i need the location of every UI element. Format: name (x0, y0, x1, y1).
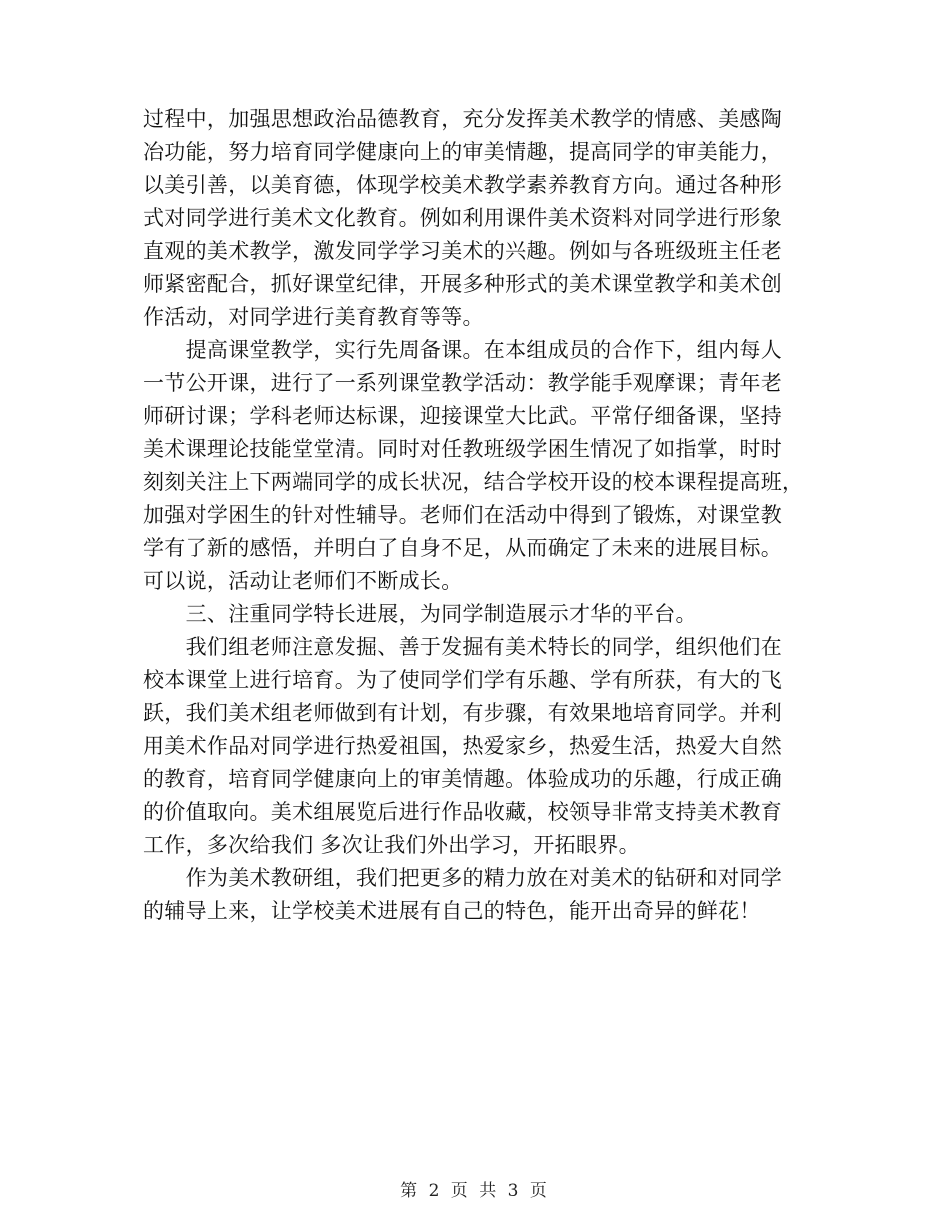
text-line: 师紧密配合，抓好课堂纪律，开展多种形式的美术课堂教学和美术创 (143, 272, 782, 296)
section-heading: 三、注重同学特长进展，为同学制造展示才华的平台。 (143, 602, 697, 626)
page-number-footer: 第 2 页 共 3 页 (400, 1181, 550, 1201)
text-line: 刻刻关注上下两端同学的成长状况，结合学校开设的校本课程提高班， (143, 470, 804, 494)
text-line: 用美术作品对同学进行热爱祖国，热爱家乡，热爱生活，热爱大自然 (143, 734, 782, 758)
text-line: 工作，多次给我们 多次让我们外出学习，开拓眼界。 (143, 833, 640, 857)
text-line: 过程中，加强思想政治品德教育，充分发挥美术教学的情感、美感陶 (143, 107, 782, 131)
text-line: 我们组老师注意发掘、善于发掘有美术特长的同学，组织他们在 (143, 635, 782, 659)
text-line: 一节公开课，进行了一系列课堂教学活动：教学能手观摩课；青年老 (143, 371, 782, 395)
text-line: 作为美术教研组，我们把更多的精力放在对美术的钻研和对同学 (143, 866, 782, 890)
text-line: 提高课堂教学，实行先周备课。在本组成员的合作下，组内每人 (143, 338, 782, 362)
text-line: 加强对学困生的针对性辅导。老师们在活动中得到了锻炼，对课堂教 (143, 503, 782, 527)
text-line: 直观的美术教学，激发同学学习美术的兴趣。例如与各班级班主任老 (143, 239, 782, 263)
text-line: 美术课理论技能堂堂清。同时对任教班级学困生情况了如指掌，时时 (143, 437, 782, 461)
text-line: 学有了新的感悟，并明白了自身不足，从而确定了未来的进展目标。 (143, 536, 782, 560)
text-line: 的辅导上来，让学校美术进展有自己的特色，能开出奇异的鲜花！ (143, 899, 761, 923)
text-line: 式对同学进行美术文化教育。例如利用课件美术资料对同学进行形象 (143, 206, 782, 230)
text-line: 作活动，对同学进行美育教育等等。 (143, 305, 484, 329)
text-line: 可以说，活动让老师们不断成长。 (143, 569, 463, 593)
text-line: 的教育，培育同学健康向上的审美情趣。体验成功的乐趣，行成正确 (143, 767, 782, 791)
text-line: 以美引善，以美育德，体现学校美术教学素养教育方向。通过各种形 (143, 173, 782, 197)
text-line: 的价值取向。美术组展览后进行作品收藏，校领导非常支持美术教育 (143, 800, 782, 824)
text-line: 跃，我们美术组老师做到有计划，有步骤，有效果地培育同学。并利 (143, 701, 782, 725)
text-line: 冶功能，努力培育同学健康向上的审美情趣，提高同学的审美能力， (143, 140, 782, 164)
text-line: 师研讨课；学科老师达标课，迎接课堂大比武。平常仔细备课，坚持 (143, 404, 782, 428)
text-line: 校本课堂上进行培育。为了使同学们学有乐趣、学有所获，有大的飞 (143, 668, 782, 692)
